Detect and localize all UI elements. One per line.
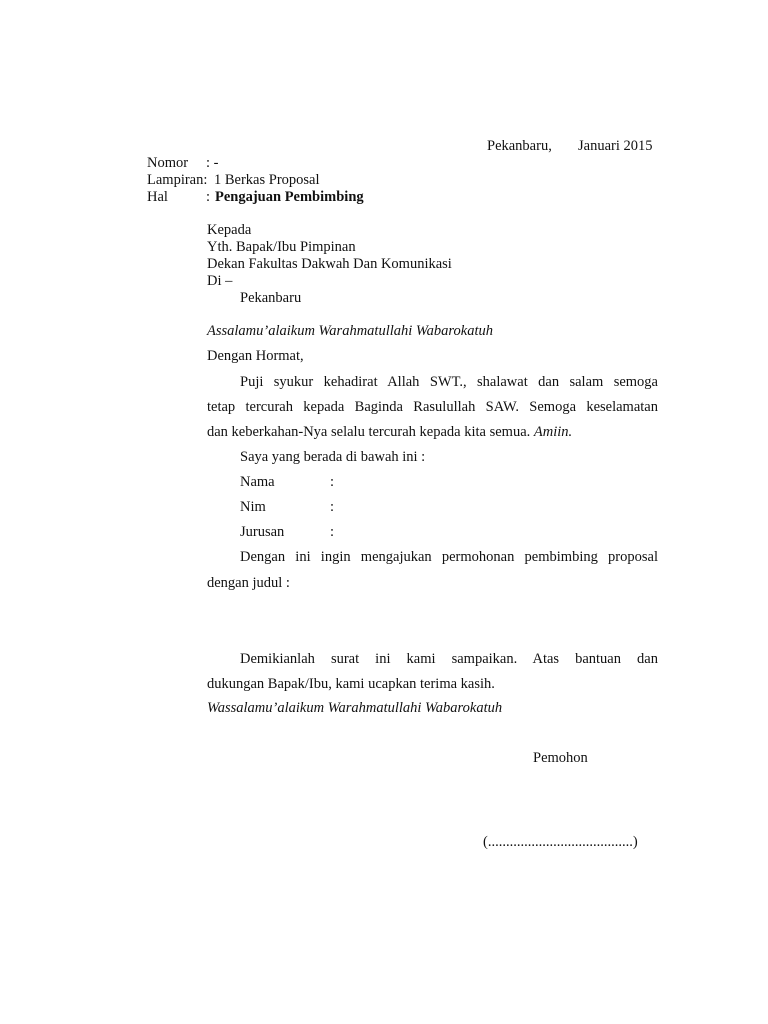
signature-role: Pemohon bbox=[533, 750, 588, 766]
salutation: Dengan Hormat, bbox=[207, 348, 304, 364]
paragraph-1-line-3 bbox=[207, 424, 572, 441]
recipient-line-5: Pekanbaru bbox=[240, 290, 302, 306]
closing-greeting: Wassalamu’alaikum Warahmatullahi Wabarokatuh bbox=[207, 700, 503, 716]
recipient-line-2: Yth. Bapak/Ibu Pimpinan bbox=[207, 239, 356, 255]
signature-placeholder: (........................................) bbox=[483, 834, 638, 850]
field-label-nim: Nim bbox=[240, 499, 266, 515]
field-label-jurusan: Jurusan bbox=[240, 524, 285, 540]
field-label-nama: Nama bbox=[240, 474, 275, 490]
field-colon-nama: : bbox=[330, 474, 335, 490]
recipient-line-3: Dekan Fakultas Dakwah Dan Komunikasi bbox=[207, 256, 452, 272]
hal-label: Hal bbox=[147, 189, 168, 205]
paragraph-3-line-1: Demikianlah surat ini kami sampaikan. Atas bantuan dan bbox=[240, 651, 658, 667]
letter-date: Januari 2015 bbox=[578, 138, 653, 154]
paragraph-2-line-2: dengan judul : bbox=[207, 575, 290, 591]
recipient-line-4: Di – bbox=[207, 273, 233, 289]
intro-line: Saya yang berada di bawah ini : bbox=[240, 449, 426, 465]
nomor-value: : - bbox=[206, 155, 219, 171]
field-colon-nim: : bbox=[330, 499, 335, 515]
lampiran-label: Lampiran: bbox=[147, 172, 208, 188]
field-colon-jurusan: : bbox=[330, 524, 335, 540]
hal-value: Pengajuan Pembimbing bbox=[215, 189, 364, 205]
hal-colon: : bbox=[206, 189, 211, 205]
paragraph-1-line-2: tetap tercurah kepada Baginda Rasulullah SAW. Semoga keselamatan bbox=[207, 399, 658, 415]
letter-city: Pekanbaru, bbox=[487, 138, 552, 154]
recipient-line-1: Kepada bbox=[207, 222, 252, 238]
paragraph-2-line-1: Dengan ini ingin mengajukan permohonan pembimbing proposal bbox=[240, 549, 658, 565]
paragraph-3-line-2: dukungan Bapak/Ibu, kami ucapkan terima kasih. bbox=[207, 676, 495, 692]
paragraph-1-line-3-text: dan keberkahan-Nya selalu tercurah kepada kita semua. bbox=[207, 424, 531, 440]
nomor-label: Nomor bbox=[147, 155, 189, 171]
opening-greeting: Assalamu’alaikum Warahmatullahi Wabarokatuh bbox=[207, 323, 493, 339]
paragraph-1-line-1: Puji syukur kehadirat Allah SWT., shalawat dan salam semoga bbox=[240, 374, 658, 390]
lampiran-value: 1 Berkas Proposal bbox=[214, 172, 320, 188]
paragraph-1-line-3-amiin: Amiin. bbox=[533, 424, 573, 440]
